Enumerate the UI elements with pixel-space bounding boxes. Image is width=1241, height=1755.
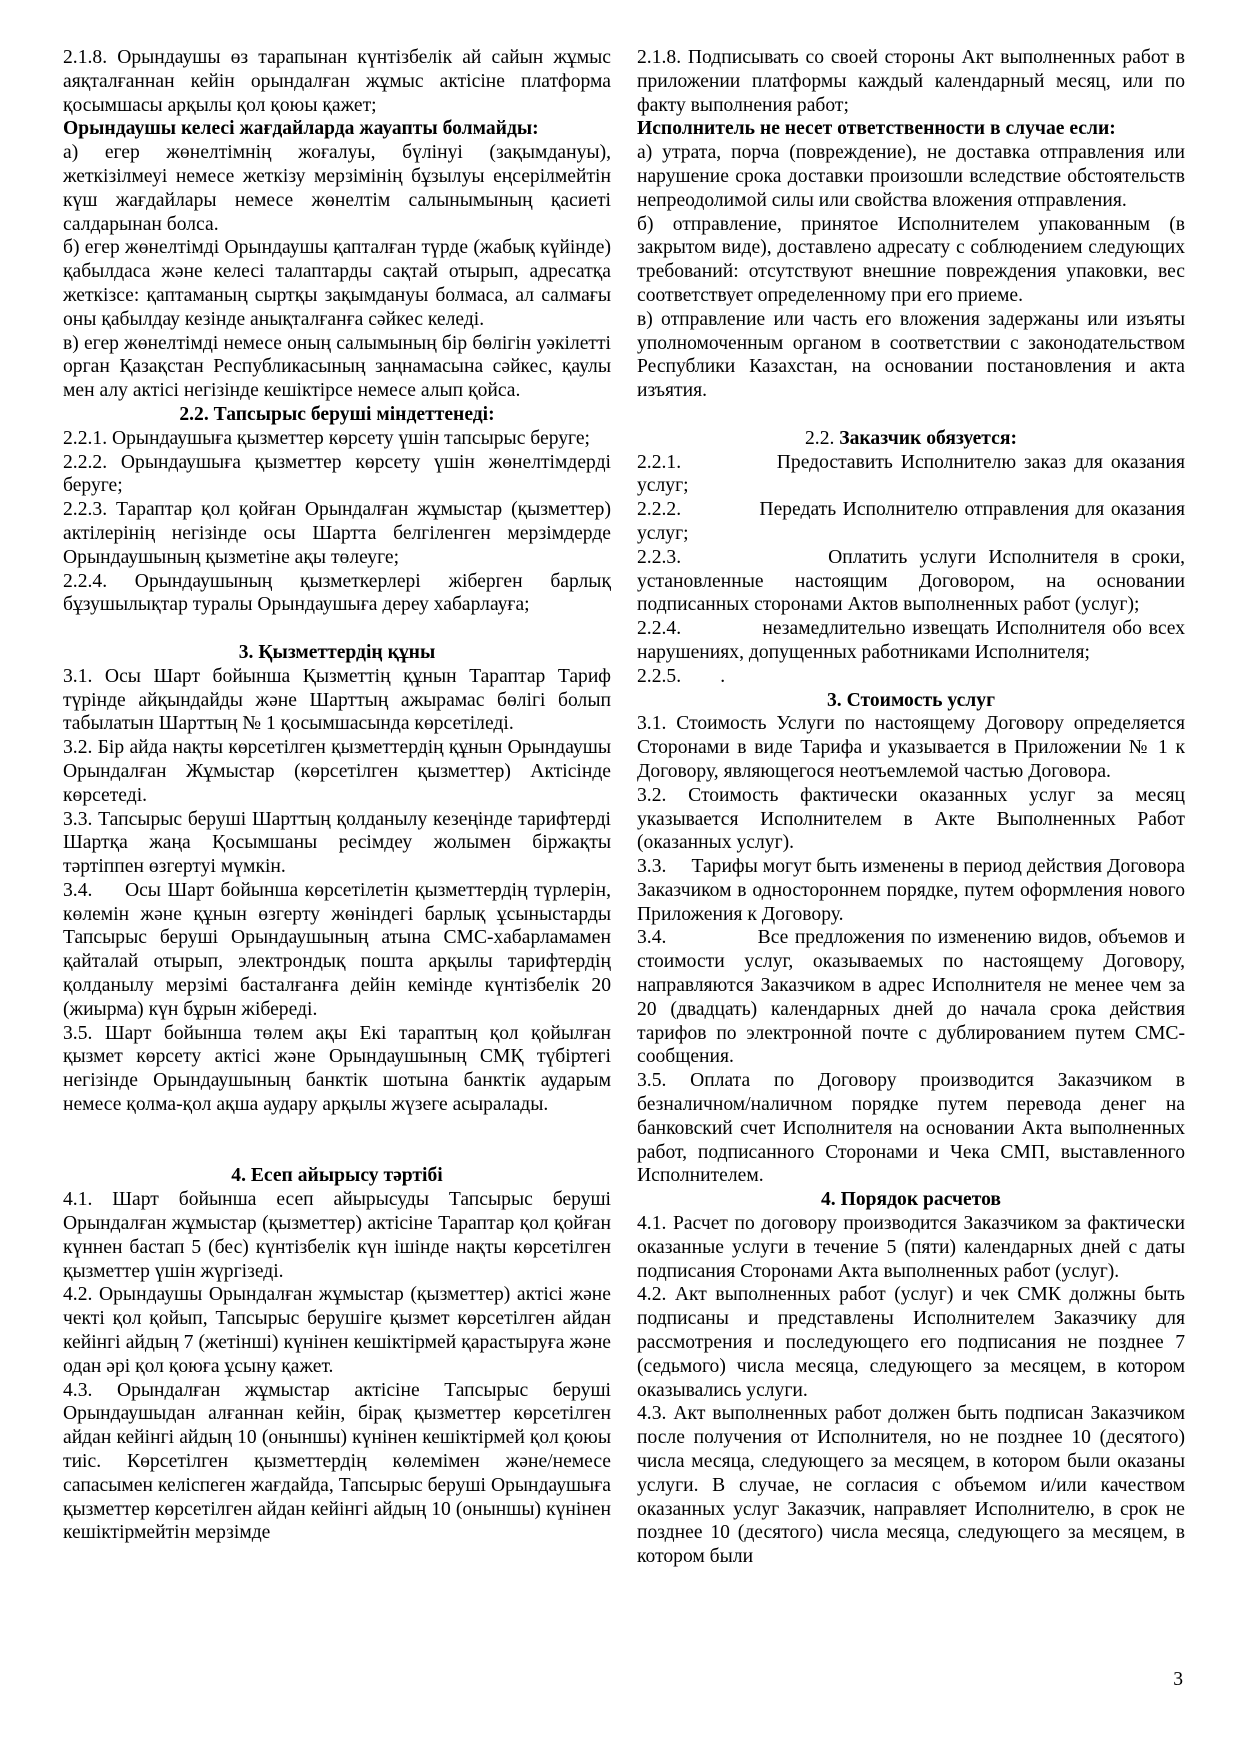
section-heading-2-2 — [637, 427, 1185, 451]
section-heading-2-2: 2.2. Тапсырыс беруші міндеттенеді: — [179, 403, 495, 425]
paragraph-3-2: 3.2. Бір айда нақты көрсетілген қызметтердің құнын Орындаушы Орындалған Жұмыстар (көрсетілген қызметтер) Актісінде көрсетеді. — [63, 737, 611, 806]
paragraph-4-2: 4.2. Акт выполненных работ (услуг) и чек СМК должны быть подписаны и представлены Исполнителем Заказчику для рассмотрения и последующего его подписания не позднее 7 (седьмого) числа месяца, следующего за месяцем, в котором оказывались услуги. — [637, 1284, 1185, 1401]
paragraph-3-1: 3.1. Осы Шарт бойынша Қызметтің құнын Тараптар Тариф түрінде айқындайды және Шарттың ажырамас бөлігі болып табылатын Шарттың № 1 қосымшасында көрсетіледі. — [63, 665, 611, 735]
section-heading-3: 3. Стоимость услуг — [827, 689, 995, 711]
paragraph-3-2: 3.2. Стоимость фактически оказанных услуг за месяц указывается Исполнителем в Акте Выполненных Работ (оказанных услуг). — [637, 784, 1185, 854]
paragraph-2-2-1: 2.2.1. Орындаушыға қызметтер көрсету үшін тапсырыс беруге; — [63, 427, 590, 449]
paragraph-2-2-1: 2.2.1. Предоставить Исполнителю заказ для оказания услуг; — [637, 451, 1185, 497]
paragraph-item-v: в) егер жөнелтімді немесе оның салымының бір бөлігін уәкілетті орган Қазақстан Республикасының заңнамасына сәйкес, қаулы мен алу актісі негізінде кешіктірсе немесе алып қойса. — [63, 332, 611, 402]
heading-number: 2.2. — [805, 427, 835, 449]
paragraph-item-a: а) егер жөнелтімнің жоғалуы, бүлінуі (зақымдануы), жеткізілмеуі немесе жеткізу мерзімінің бұзылуы еңсерілмейтін күш жағдайлары немесе жөнелтім салынымының қасиеті салдарынан болса. — [63, 142, 611, 235]
paragraph-3-4: 3.4. Все предложения по изменению видов, объемов и стоимости услуг, оказываемых по настоящему Договору, направляются Заказчиком в адрес Исполнителя не менее чем за 20 (двадцать) календарных дней до начала срока действия тарифов по электронной почте с дублированием путем СМС-сообщения. — [637, 927, 1185, 1068]
paragraph-2-2-4: 2.2.4. незамедлительно извещать Исполнителя обо всех нарушениях, допущенных работниками Исполнителя; — [637, 618, 1185, 663]
paragraph-item-b: б) отправление, принятое Исполнителем упакованным (в закрытом виде), доставлено адресату с соблюдением следующих требований: отсутствуют внешние повреждения упаковки, вес соответствует определенному при его приеме. — [637, 213, 1185, 306]
spacer — [637, 403, 1185, 427]
two-column-layout — [63, 46, 1185, 1569]
section-heading-4: 4. Порядок расчетов — [820, 1189, 1002, 1211]
paragraph-2-2-2: 2.2.2. Передать Исполнителю отправления для оказания услуг; — [637, 499, 1185, 544]
spacer — [63, 1117, 611, 1165]
paragraph-item-a: а) утрата, порча (повреждение), не доставка отправления или нарушение срока доставки произошли вследствие обстоятельств непреодолимой силы или свойства вложения отправления. — [637, 142, 1185, 211]
page-number: 3 — [1173, 1669, 1183, 1690]
paragraph-2-1-8: 2.1.8. Подписывать со своей стороны Акт выполненных работ в приложении платформы каждый календарный месяц, или по факту выполнения работ; — [637, 47, 1185, 116]
paragraph-3-3: 3.3. Тарифы могут быть изменены в период действия Договора Заказчиком в одностороннем порядке, путем оформления нового Приложения к Договору. — [637, 856, 1185, 925]
paragraph-2-2-2: 2.2.2. Орындаушыға қызметтер көрсету үшін жөнелтімдерді беруге; — [63, 451, 611, 497]
paragraph-2-2-4: 2.2.4. Орындаушының қызметкерлері жіберген барлық бұзушылықтар туралы Орындаушыға дереу хабарлауға; — [63, 570, 611, 616]
heading-label: Заказчик обязуется: — [839, 427, 1017, 449]
paragraph-2-1-8: 2.1.8. Орындаушы өз тарапынан күнтізбелік ай сайын жұмыс аяқталғаннан кейін орындалған жұмыс актісіне платформа қосымшасы арқылы қол қоюы қажет; — [63, 47, 611, 116]
bold-lead-liability: Орындаушы келесі жағдайларда жауапты болмайды: — [63, 118, 539, 140]
paragraph-3-5: 3.5. Шарт бойынша төлем ақы Екі тараптың қол қойылған қызмет көрсету актісі және Орындаушының СМҚ түбіртегі негізінде Орындаушының банктік шотына банктік аударым немесе қолма-қол ақша аудару арқылы жүзеге асыралады. — [63, 1022, 611, 1116]
left-column-kazakh — [63, 46, 611, 1569]
paragraph-3-5: 3.5. Оплата по Договору производится Заказчиком в безналичном/наличном порядке путем перевода денег на банковский счет Исполнителя на основании Акта выполненных работ, подписанного Сторонами и Чека СМП, выставленного Исполнителем. — [637, 1070, 1185, 1187]
paragraph-2-2-3: 2.2.3. Тараптар қол қойған Орындалған жұмыстар (қызметтер) актілерінің негізінде осы Шартта белгіленген мерзімдерде Орындаушының қызметіне ақы төлеуге; — [63, 499, 611, 568]
right-column-russian — [637, 46, 1185, 1569]
section-heading-3: 3. Қызметтердің құны — [238, 641, 436, 663]
paragraph-2-2-3: 2.2.3. Оплатить услуги Исполнителя в сроки, установленные настоящим Договором, на основании подписанных сторонами Актов выполненных работ (услуг); — [637, 546, 1185, 616]
paragraph-3-4: 3.4. Осы Шарт бойынша көрсетілетін қызметтердің түрлерін, көлемін және құнын өзгерту жөніндегі барлық ұсыныстарды Тапсырыс беруші Орындаушының атына СМС-хабарламамен қайталай отырып, электрондық пошта арқылы тарифтердің қолданылу мерзімі басталғанға дейін кемінде күнтізбелік 20 (жиырма) күн бұрын жібереді. — [63, 879, 611, 1020]
paragraph-4-1: 4.1. Шарт бойынша есеп айырысуды Тапсырыс беруші Орындалған жұмыстар (қызметтер) актісіне Тараптар қол қойған күннен бастап 5 (бес) күнтізбелік күн ішінде нақты көрсетілген қызметтер үшін жүргізеді. — [63, 1189, 611, 1282]
paragraph-3-1: 3.1. Стоимость Услуги по настоящему Договору определяется Сторонами в виде Тарифа и указывается в Приложении № 1 к Договору, являющегося неотъемлемой частью Договора. — [637, 713, 1185, 782]
spacer — [63, 617, 611, 641]
paragraph-4-1: 4.1. Расчет по договору производится Заказчиком за фактически оказанные услуги в течение 5 (пяти) календарных дней с даты подписания Сторонами Акта выполненных работ (услуг). — [637, 1213, 1185, 1282]
paragraph-item-b: б) егер жөнелтімді Орындаушы қапталған түрде (жабық күйінде) қабылдаса және келесі талаптарды сақтай отырып, адресатқа жеткізсе: қаптаманың сыртқы зақымдануы болмаса, ал салмағы оны қабылдау кезінде анықталғанға сәйкес келеді. — [63, 237, 611, 330]
section-heading-4: 4. Есеп айырысу тәртібі — [231, 1165, 443, 1187]
paragraph-item-v: в) отправление или часть его вложения задержаны или изъяты уполномоченным органом в соответствии с законодательством Республики Казахстан, на основании постановления и акта изъятия. — [637, 308, 1185, 402]
paragraph-4-2: 4.2. Орындаушы Орындалған жұмыстар (қызметтер) актісі және чекті қол қойып, Тапсырыс берушіге қызмет көрсетілген айдан кейінгі айдың 7 (жетінші) күнінен кешіктірмей қарастыруға және одан әрі қол қоюға ұсыну қажет. — [63, 1284, 611, 1377]
paragraph-2-2-5: 2.2.5. . — [637, 665, 726, 687]
paragraph-4-3: 4.3. Орындалған жұмыстар актісіне Тапсырыс беруші Орындаушыдан алғаннан кейін, бірақ қызметтер көрсетілген айдан кейінгі айдың 10 (оныншы) күнінен кешіктірмей қол қоюы тиіс. Көрсетілген қызметтердің көлемімен және/немесе сапасымен келіспеген жағдайда, Тапсырыс беруші Орындаушыға қызметтер көрсетілген айдан кейінгі айдың 10 (оныншы) күнінен кешіктірмейтін мерзімде — [63, 1379, 611, 1544]
paragraph-4-3: 4.3. Акт выполненных работ должен быть подписан Заказчиком после получения от Исполнителя, но не позднее 10 (десятого) числа месяца, следующего за месяцем, в котором были оказаны услуги. В случае, не согласия с объемом и/или качеством оказанных услуг Заказчик, направляет Исполнителю, в срок не позднее 10 (десятого) числа месяца, следующего за месяцем, в котором были — [637, 1403, 1185, 1568]
paragraph-3-3: 3.3. Тапсырыс беруші Шарттың қолданылу кезеңінде тарифтерді Шартқа жаңа Қосымшаны ресімдеу жолымен біржақты тәртіппен өзгертуі мүмкін. — [63, 808, 611, 878]
bold-lead-liability: Исполнитель не несет ответственности в случае если: — [637, 118, 1116, 140]
